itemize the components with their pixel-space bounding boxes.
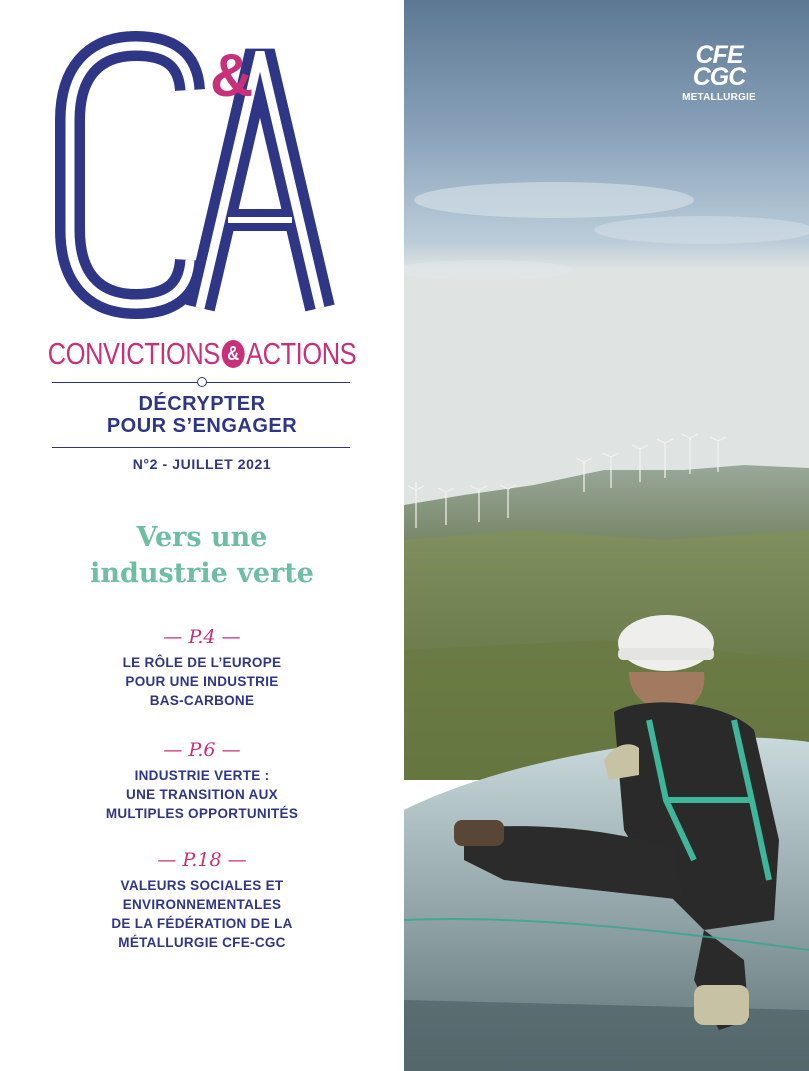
subtitle (0, 393, 404, 437)
toc-title (0, 876, 404, 952)
tagline (36, 336, 367, 372)
toc-item[interactable] (0, 848, 404, 952)
cover-photo (404, 0, 809, 1071)
toc-line: INDUSTRIE VERTE : (134, 768, 270, 783)
toc-line: POUR UNE INDUSTRIE (125, 674, 279, 689)
cover-photo-panel (404, 0, 809, 1071)
toc-line: DE LA FÉDÉRATION DE LA (111, 916, 293, 931)
cover-headline (0, 520, 404, 592)
toc-line: VALEURS SOCIALES ET (120, 878, 284, 893)
toc-line: MÉTALLURGIE CFE-CGC (118, 935, 286, 950)
headline-line1: Vers une (136, 522, 268, 553)
cfe-cgc-logo (679, 41, 759, 103)
logo-ampersand: & (210, 42, 254, 109)
toc-line: MULTIPLES OPPORTUNITÉS (105, 806, 299, 821)
cloud (414, 182, 694, 218)
ca-logo (40, 30, 360, 330)
cfe-mark-line2: CGC (692, 63, 746, 91)
toc-page-number: — P.4 — (163, 626, 241, 648)
toc-title (0, 766, 404, 823)
toc-item[interactable] (0, 625, 404, 710)
toc-item[interactable] (0, 738, 404, 823)
tagline-right: ACTIONS (246, 336, 357, 371)
subtitle-line1: DÉCRYPTER (138, 393, 266, 415)
tagline-amp: & (221, 340, 244, 368)
toc-page-number: — P.6 — (163, 739, 241, 761)
toc-page-number: — P.18 — (157, 849, 247, 871)
subtitle-line2: POUR S’ENGAGER (106, 415, 298, 437)
toc-line: ENVIRONNEMENTALES (122, 897, 282, 912)
tagline-left: CONVICTIONS (47, 336, 220, 371)
headline-line2: industrie verte (90, 558, 314, 589)
cloud (594, 216, 809, 244)
cover-left-panel (0, 0, 404, 1071)
logo-letter-c (70, 46, 190, 304)
toc-line: UNE TRANSITION AUX (126, 787, 278, 802)
divider-bottom (52, 447, 350, 448)
cfe-mark-line1: CFE (695, 41, 743, 69)
cfe-sub: METALLURGIE (682, 92, 756, 103)
toc-line: BAS-CARBONE (149, 693, 255, 708)
divider-dot (197, 377, 207, 387)
issue-number: N°2 - JUILLET 2021 (132, 456, 272, 472)
toc-line: LE RÔLE DE L’EUROPE (122, 655, 282, 670)
toc-title (0, 653, 404, 710)
